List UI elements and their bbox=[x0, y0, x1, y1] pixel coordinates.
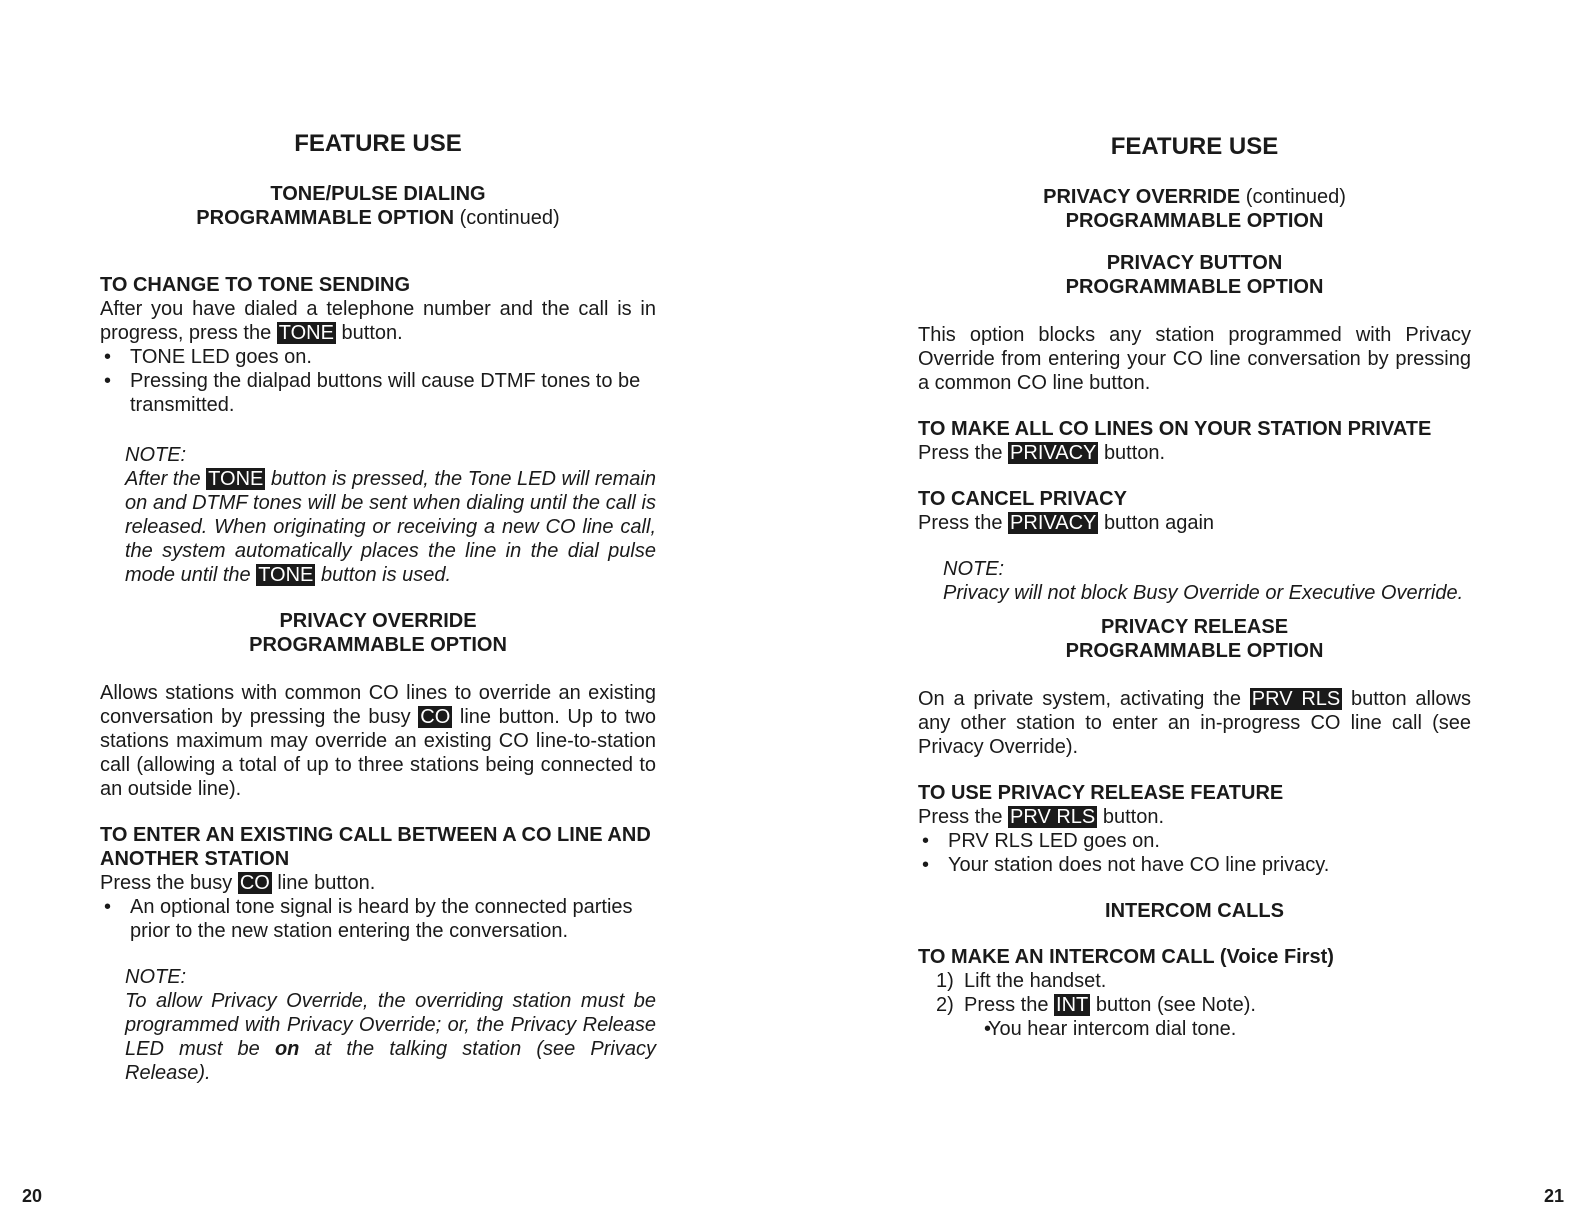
section-heading bbox=[100, 609, 656, 657]
text-run: button. bbox=[1103, 442, 1166, 464]
privacy-button-text: This option blocks any station programmed with Privacy Override from entering your CO line conversation by pressing a common CO line button. bbox=[918, 324, 1471, 394]
text-run: button. bbox=[341, 322, 403, 344]
use-privacy-release-text bbox=[918, 805, 1471, 829]
right-column bbox=[918, 133, 1471, 1041]
tone-pulse-heading: TONE/PULSE DIALING bbox=[270, 183, 486, 205]
privacy-override-text bbox=[100, 681, 656, 801]
tone-key-icon: TONE bbox=[208, 468, 264, 490]
page-number: 21 bbox=[1543, 1186, 1564, 1206]
note-block bbox=[100, 965, 656, 1085]
note-block bbox=[100, 443, 656, 587]
right-page bbox=[797, 0, 1594, 1227]
note-label: NOTE: bbox=[125, 966, 187, 988]
enter-call-heading: TO ENTER AN EXISTING CALL BETWEEN A CO LINE AND ANOTHER STATION bbox=[100, 824, 651, 870]
page-number: 20 bbox=[22, 1186, 43, 1206]
step-number: 1) bbox=[936, 970, 954, 992]
section-heading bbox=[100, 182, 656, 230]
bullet-item: • You hear intercom dial tone. bbox=[918, 1017, 1471, 1041]
prv-rls-key-icon: PRV RLS bbox=[1010, 806, 1096, 828]
text-run: button (see Note). bbox=[1095, 994, 1256, 1016]
text-run: button allows any other station to enter an in-progress CO line call (see Privacy Override). bbox=[918, 688, 1472, 758]
tone-option-heading bbox=[100, 206, 656, 230]
left-column bbox=[100, 130, 656, 1085]
cancel-privacy-text bbox=[918, 511, 1471, 535]
note-label: NOTE: bbox=[125, 444, 187, 466]
bullet-item: • An optional tone signal is heard by the connected parties prior to the new station entering the conversation. bbox=[100, 895, 656, 943]
make-intercom-heading: TO MAKE AN INTERCOM CALL (Voice First) bbox=[918, 946, 1334, 968]
change-tone-heading: TO CHANGE TO TONE SENDING bbox=[100, 274, 411, 296]
privacy-override-heading: PRIVACY OVERRIDE bbox=[279, 610, 477, 632]
make-private-text bbox=[918, 441, 1471, 465]
text-run: button again bbox=[1103, 512, 1215, 534]
option-label: PROGRAMMABLE OPTION bbox=[1065, 276, 1324, 298]
text-run: Press the bbox=[918, 442, 1003, 464]
text-run: Press the bbox=[918, 512, 1003, 534]
prv-rls-key-icon: PRV RLS bbox=[1251, 688, 1341, 710]
text-run: line button. bbox=[277, 872, 376, 894]
int-key-icon: INT bbox=[1056, 994, 1089, 1016]
note-text bbox=[125, 467, 656, 587]
section-heading bbox=[918, 251, 1471, 299]
tone-key-icon: TONE bbox=[258, 564, 314, 586]
continued-label: (continued) bbox=[1245, 186, 1346, 208]
privacy-release-heading: PRIVACY RELEASE bbox=[1100, 616, 1289, 638]
text-run: line button. Up to two stations maximum may override an existing CO line-to-station call (allowing a total of up to three stations being connected to an outside line). bbox=[100, 706, 656, 800]
option-label: PROGRAMMABLE OPTION bbox=[249, 634, 507, 656]
page-title: FEATURE USE bbox=[294, 130, 462, 157]
text-run: button. bbox=[1102, 806, 1165, 828]
text-run: Press the bbox=[918, 806, 1003, 828]
privacy-button-heading: PRIVACY BUTTON bbox=[1106, 252, 1283, 274]
privacy-override-heading bbox=[918, 185, 1471, 209]
section-heading bbox=[918, 615, 1471, 663]
text-run: button is pressed, the Tone LED will remain on and DTMF tones will be sent when dialing until the call is released. When originating or receiving a new CO line call, the system automatically places the line in the dial pulse mode until the bbox=[125, 468, 656, 586]
cancel-privacy-heading: TO CANCEL PRIVACY bbox=[918, 488, 1127, 510]
step-item bbox=[918, 969, 1471, 993]
text-run: After you have dialed a telephone number and the call is in progress, press the bbox=[100, 298, 656, 344]
heading-label: PRIVACY OVERRIDE bbox=[1043, 186, 1241, 208]
enter-call-text bbox=[100, 871, 656, 895]
continued-label: (continued) bbox=[459, 207, 560, 229]
bullet-item: • Your station does not have CO line privacy. bbox=[918, 853, 1471, 877]
change-tone-text bbox=[100, 297, 656, 345]
bullet-item: • TONE LED goes on. bbox=[100, 345, 656, 369]
bullet-item: • Pressing the dialpad buttons will cause DTMF tones to be transmitted. bbox=[100, 369, 656, 417]
make-private-heading: TO MAKE ALL CO LINES ON YOUR STATION PRIVATE bbox=[918, 418, 1432, 440]
option-label: PROGRAMMABLE OPTION bbox=[1065, 210, 1324, 232]
co-key-icon: CO bbox=[239, 872, 270, 894]
text-run: After the bbox=[125, 468, 201, 490]
text-run: at the talking station (see Privacy Release). bbox=[125, 1038, 656, 1084]
note-label: NOTE: bbox=[943, 558, 1005, 580]
text-run: Allows stations with common CO lines to override an existing conversation by pressing the busy bbox=[100, 682, 656, 728]
option-label: PROGRAMMABLE OPTION bbox=[1065, 640, 1324, 662]
text-run: Press the busy bbox=[100, 872, 233, 894]
co-key-icon: CO bbox=[420, 706, 451, 728]
privacy-key-icon: PRIVACY bbox=[1010, 512, 1097, 534]
use-privacy-release-heading: TO USE PRIVACY RELEASE FEATURE bbox=[918, 782, 1284, 804]
page-title: FEATURE USE bbox=[1110, 133, 1279, 160]
privacy-release-text bbox=[918, 687, 1471, 759]
intercom-calls-heading: INTERCOM CALLS bbox=[1105, 900, 1284, 922]
privacy-key-icon: PRIVACY bbox=[1010, 442, 1097, 464]
note-block bbox=[918, 557, 1471, 605]
text-run: button is used. bbox=[320, 564, 452, 586]
tone-key-icon: TONE bbox=[278, 322, 334, 344]
text-run: On a private system, activating the bbox=[918, 688, 1241, 710]
text-run: To allow Privacy Override, the overriding station must be programmed with Privacy Override; or, the Privacy Release LED must be bbox=[125, 990, 656, 1060]
section-heading bbox=[918, 185, 1471, 233]
step-item bbox=[918, 993, 1471, 1017]
text-run: Lift the handset. bbox=[964, 970, 1107, 992]
option-label: PROGRAMMABLE OPTION bbox=[196, 207, 455, 229]
note-text bbox=[125, 989, 656, 1085]
note-text: Privacy will not block Busy Override or Executive Override. bbox=[943, 582, 1464, 604]
text-run: Press the bbox=[964, 994, 1049, 1016]
step-number: 2) bbox=[936, 994, 954, 1016]
emphasis: on bbox=[274, 1038, 300, 1060]
bullet-item: • PRV RLS LED goes on. bbox=[918, 829, 1471, 853]
